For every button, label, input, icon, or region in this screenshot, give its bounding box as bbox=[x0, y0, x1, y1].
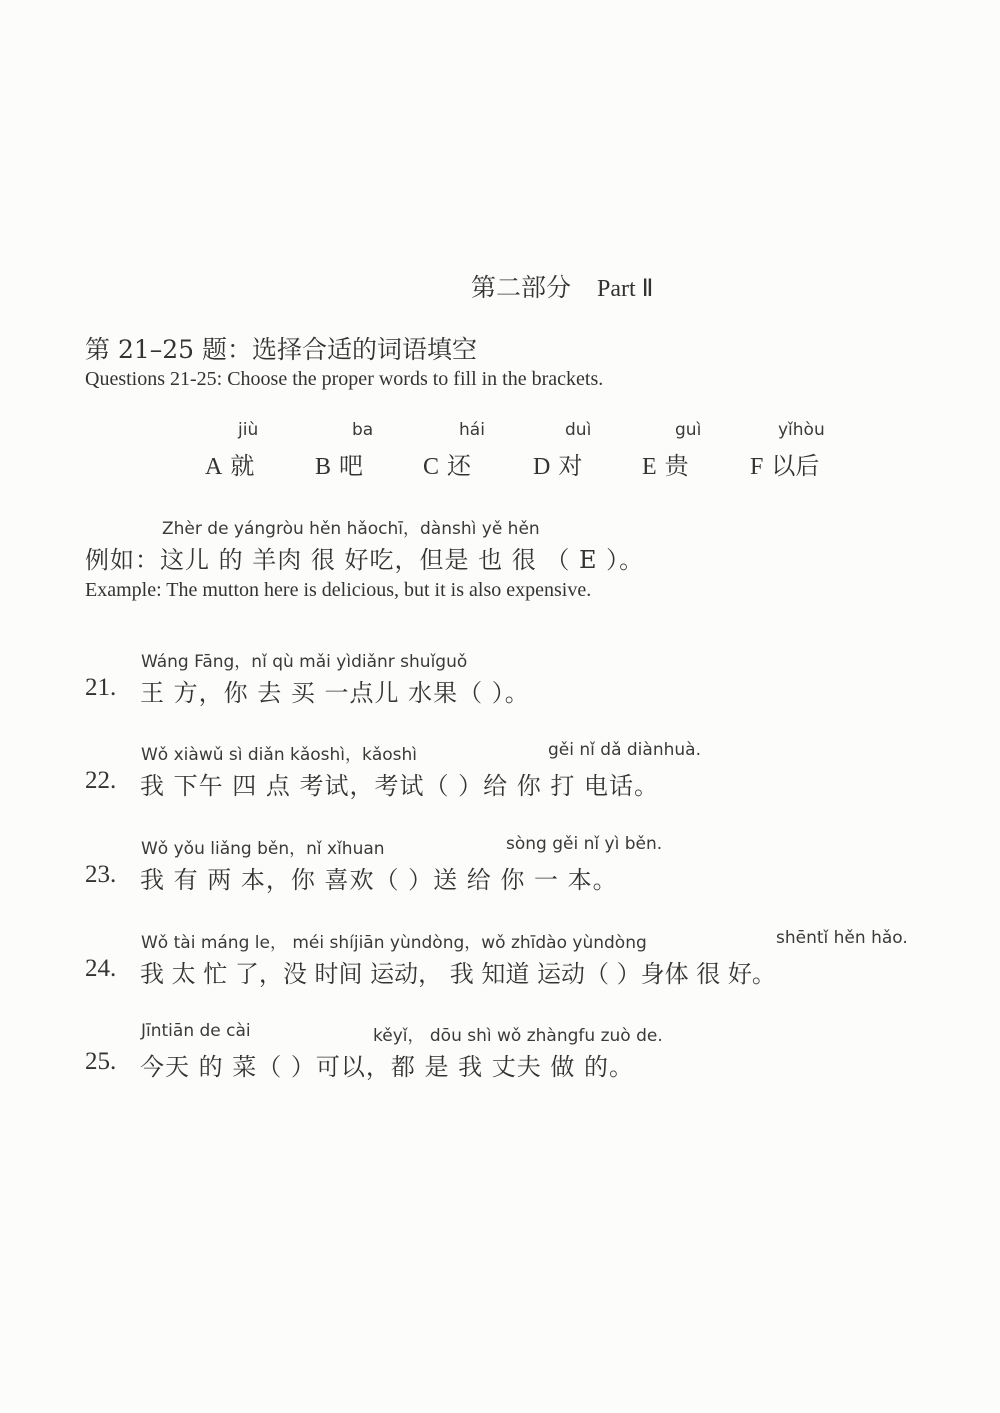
q21-number: 21. bbox=[85, 674, 117, 701]
q21-pinyin: Wáng Fāng，nǐ qù mǎi yìdiǎnr shuǐguǒ bbox=[141, 652, 468, 672]
q25-number: 25. bbox=[85, 1048, 117, 1075]
q25-pinyin: Jīntiān de cài bbox=[141, 1021, 251, 1041]
example-pinyin: Zhèr de yángròu hěn hǎochī，dànshì yě hěn bbox=[162, 519, 540, 539]
q24-sentence: 我 太 忙 了，没 时间 运动， 我 知道 运动（ ）身体 很 好。 bbox=[140, 960, 776, 988]
option-c-pinyin: hái bbox=[459, 420, 485, 440]
option-d-letter: D bbox=[533, 454, 551, 480]
q22-sentence: 我 下午 四 点 考试，考试（ ）给 你 打 电话。 bbox=[140, 772, 660, 800]
q24-pinyin: Wǒ tài máng le， méi shíjiān yùndòng，wǒ zhīdào yùndòng bbox=[141, 933, 647, 953]
option-c bbox=[423, 446, 471, 481]
part-title-en: Part Ⅱ bbox=[597, 276, 654, 302]
instructions-zh: 第 21–25 题：选择合适的词语填空 bbox=[85, 335, 478, 364]
instructions-en: Questions 21-25: Choose the proper words to fill in the brackets. bbox=[85, 368, 604, 390]
option-c-hanzi: 还 bbox=[447, 452, 472, 480]
example-sentence: 例如：这儿 的 羊肉 很 好吃，但是 也 很 （ E ）。 bbox=[85, 546, 645, 574]
option-e-hanzi: 贵 bbox=[664, 452, 689, 480]
option-a-letter: A bbox=[205, 454, 223, 480]
option-d bbox=[533, 446, 582, 481]
option-d-pinyin: duì bbox=[565, 420, 592, 440]
option-a bbox=[205, 446, 254, 481]
q25-sentence: 今天 的 菜（ ）可以，都 是 我 丈夫 做 的。 bbox=[140, 1053, 635, 1081]
q22-pinyin-2: gěi nǐ dǎ diànhuà. bbox=[548, 740, 701, 760]
part-title-zh: 第二部分 bbox=[471, 273, 572, 302]
part-title bbox=[471, 268, 654, 304]
q23-pinyin-2: sòng gěi nǐ yì běn. bbox=[506, 834, 663, 854]
q24-pinyin-2: shēntǐ hěn hǎo. bbox=[776, 928, 908, 948]
q23-pinyin: Wǒ yǒu liǎng běn，nǐ xǐhuan bbox=[141, 839, 385, 859]
q24-number: 24. bbox=[85, 955, 117, 982]
option-c-letter: C bbox=[423, 454, 440, 480]
option-b-pinyin: ba bbox=[352, 420, 374, 440]
option-b-hanzi: 吧 bbox=[339, 452, 364, 480]
q23-number: 23. bbox=[85, 861, 117, 888]
option-a-hanzi: 就 bbox=[230, 452, 255, 480]
q22-number: 22. bbox=[85, 767, 117, 794]
option-e bbox=[642, 446, 689, 481]
q23-sentence: 我 有 两 本，你 喜欢（ ）送 给 你 一 本。 bbox=[140, 866, 618, 894]
option-e-pinyin: guì bbox=[675, 420, 702, 440]
option-e-letter: E bbox=[642, 454, 657, 480]
q25-pinyin-2: kěyǐ， dōu shì wǒ zhàngfu zuò de. bbox=[373, 1026, 663, 1046]
q21-sentence: 王 方，你 去 买 一点儿 水果（ ）。 bbox=[140, 679, 530, 707]
option-b bbox=[315, 446, 363, 481]
option-d-hanzi: 对 bbox=[558, 452, 583, 480]
q22-pinyin: Wǒ xiàwǔ sì diǎn kǎoshì，kǎoshì bbox=[141, 745, 418, 765]
option-f bbox=[750, 446, 819, 481]
option-f-letter: F bbox=[750, 454, 764, 480]
option-f-pinyin: yǐhòu bbox=[778, 420, 825, 440]
example-translation: Example: The mutton here is delicious, but it is also expensive. bbox=[85, 579, 592, 601]
option-b-letter: B bbox=[315, 454, 332, 480]
option-f-hanzi: 以后 bbox=[771, 452, 820, 480]
option-a-pinyin: jiù bbox=[238, 420, 259, 440]
